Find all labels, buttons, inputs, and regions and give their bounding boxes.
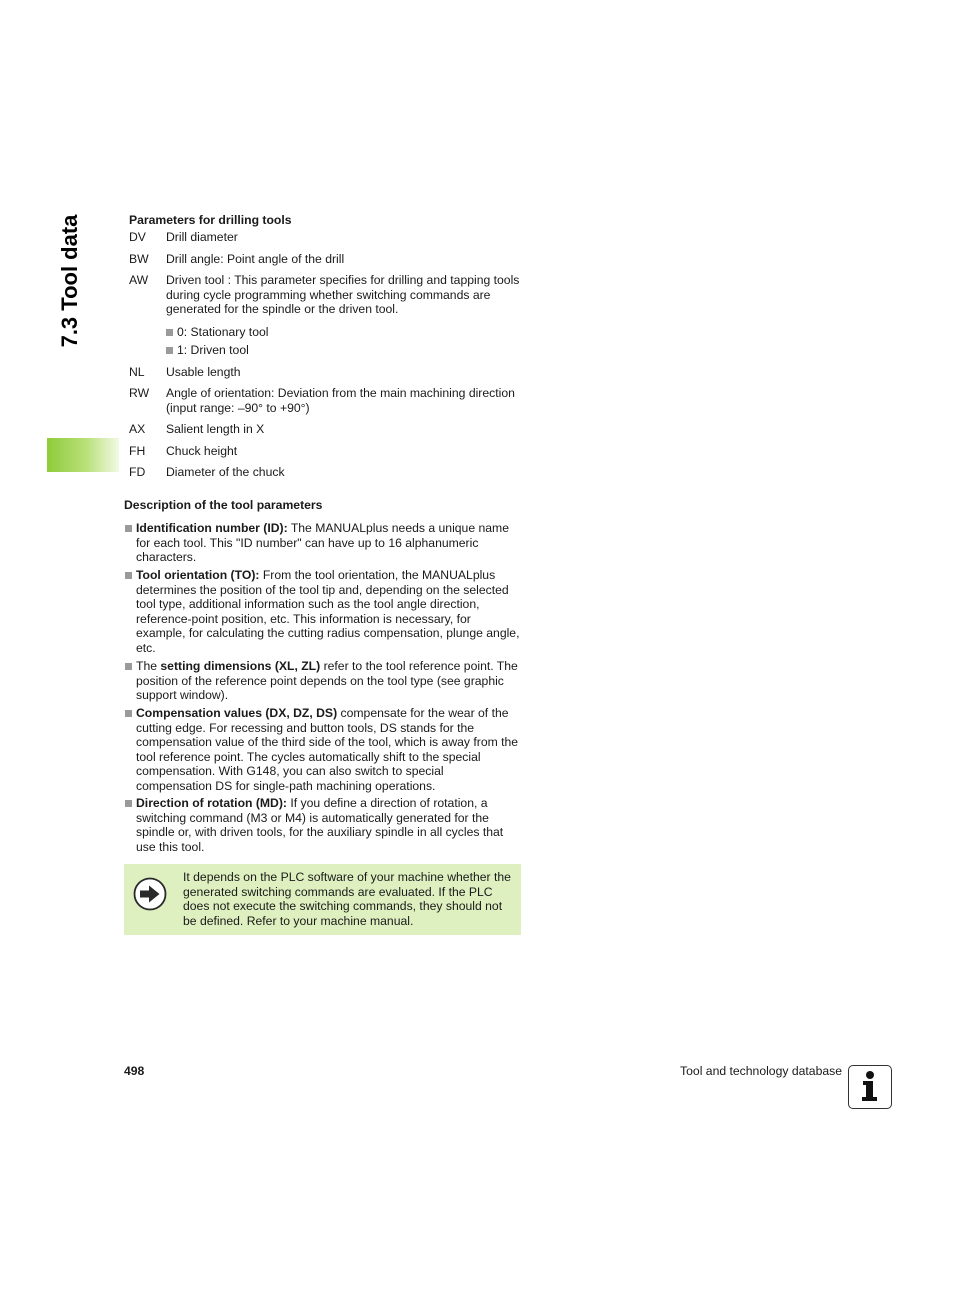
param-desc: Drill angle: Point angle of the drill: [166, 252, 345, 266]
param-row: [129, 230, 521, 245]
description-item: [124, 568, 520, 655]
param-row: [129, 444, 521, 459]
bullet-square-icon: [166, 347, 173, 354]
param-row: [129, 252, 521, 267]
param-desc: Drill diameter: [166, 230, 238, 244]
param-abbr: FD: [129, 465, 146, 479]
bullet-square-icon: [125, 800, 132, 807]
chapter-tab-marker: [47, 438, 119, 472]
param-desc: Salient length in X: [166, 422, 265, 436]
param-row: [129, 422, 521, 437]
param-desc: Usable length: [166, 365, 241, 379]
item-text: The MANUALplus needs a unique name for each tool. This "ID number" can have up to 16 alphanumeric characters.: [136, 521, 509, 564]
bullet-square-icon: [125, 663, 132, 670]
param-row: [129, 273, 521, 317]
description-heading: Description of the tool parameters: [124, 498, 323, 512]
bullet-square-icon: [125, 525, 132, 532]
param-abbr: AX: [129, 422, 146, 436]
page-number: 498: [124, 1064, 145, 1078]
bullet-square-icon: [125, 572, 132, 579]
param-abbr: FH: [129, 444, 146, 458]
bullet-square-icon: [125, 710, 132, 717]
arrow-right-icon: [132, 876, 168, 917]
item-term: Tool orientation (TO):: [136, 568, 260, 582]
item-text: From the tool orientation, the MANUALplus determines the position of the tool tip and, depending on the selected tool type, additional information such as the tool angle direction, reference-point position, etc. This information is necessary, for example, for calculating the cutting radius compensation, plunge angle, etc.: [136, 568, 520, 655]
param-abbr: RW: [129, 386, 150, 400]
item-text: compensate for the wear of the cutting edge. For recessing and button tools, DS stands for the compensation value of the third side of the tool, which is away from the tool reference point. The cycles automatically shift to the special compensation. With G148, you can also switch to special compensation DS for single-path machining operations.: [136, 706, 519, 793]
param-desc: Angle of orientation: Deviation from the main machining direction (input range: –90° to +90°): [166, 386, 515, 415]
drilling-heading: Parameters for drilling tools: [129, 213, 292, 227]
option-label: 0: Stationary tool: [177, 325, 269, 339]
item-term: Identification number (ID):: [136, 521, 288, 535]
param-row: [129, 365, 521, 380]
section-title: 7.3 Tool data: [57, 214, 82, 348]
description-item: [124, 521, 520, 565]
info-icon: [848, 1065, 892, 1109]
item-term: setting dimensions (XL, ZL): [160, 659, 321, 673]
item-text: If you define a direction of rotation, a switching command (M3 or M4) is automatically generated for the spindle or, with driven tools, for the auxiliary spindle in all cycles that use this tool.: [136, 796, 504, 854]
param-row: [129, 465, 521, 480]
bullet-square-icon: [166, 329, 173, 336]
description-item: [124, 659, 520, 703]
item-term: Direction of rotation (MD):: [136, 796, 287, 810]
param-abbr: DV: [129, 230, 146, 244]
option-label: 1: Driven tool: [177, 343, 249, 357]
note-text: It depends on the PLC software of your machine whether the generated switching commands are evaluated. If the PLC does not execute the switching commands, they should not be defined. Refer to your machine manual.: [183, 870, 511, 928]
param-abbr: NL: [129, 365, 145, 379]
param-abbr: BW: [129, 252, 149, 266]
item-term: Compensation values (DX, DZ, DS): [136, 706, 338, 720]
note-box: [124, 864, 521, 935]
description-item: [124, 706, 520, 793]
param-desc: Diameter of the chuck: [166, 465, 285, 479]
item-prefix: The: [136, 659, 161, 673]
option-item: [166, 325, 268, 340]
param-desc: Driven tool : This parameter specifies for drilling and tapping tools during cycle programming whether switching commands are generated for the spindle or the driven tool.: [166, 273, 520, 316]
option-item: [166, 343, 249, 358]
param-abbr: AW: [129, 273, 149, 287]
param-desc: Chuck height: [166, 444, 238, 458]
item-text: refer to the tool reference point. The position of the reference point depends on the tool type (see graphic support window).: [136, 659, 518, 702]
description-item: [124, 796, 520, 854]
param-row: [129, 386, 521, 415]
chapter-title: Tool and technology database: [680, 1064, 842, 1078]
